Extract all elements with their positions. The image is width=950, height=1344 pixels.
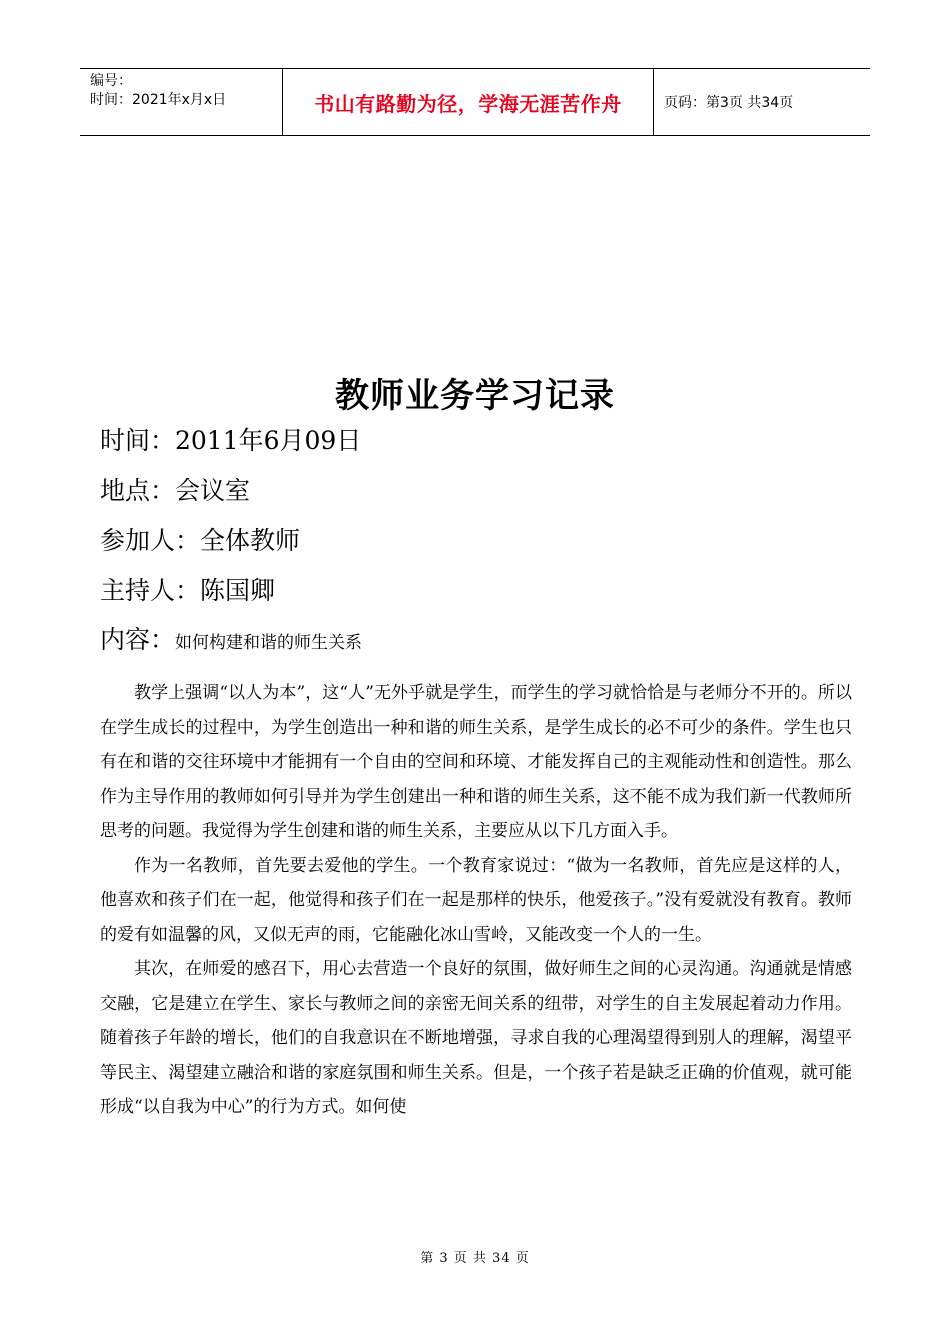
meeting-participants: 参加人：全体教师 [100, 526, 301, 555]
body-paragraph: 作为一名教师，首先要去爱他的学生。一个教育家说过：“做为一名教师，首先应是这样的人，他喜欢和孩子们在一起，他觉得和孩子们在一起是那样的快乐，他爱孩子。”没有爱就没有教育。教师的爱有如温馨的风，又似无声的雨，它能融化冰山雪岭，又能改变一个人的一生。 [100, 855, 852, 945]
meeting-content [100, 625, 362, 658]
header-table [80, 68, 870, 136]
header-number: 编号： [90, 73, 132, 89]
header-info-cell [80, 69, 282, 135]
body-paragraph: 教学上强调“以人为本”，这“人”无外乎就是学生，而学生的学习就恰恰是与老师分不开的。所以在学生成长的过程中，为学生创造出一种和谐的师生关系，是学生成长的必不可少的条件。学生也只有在和谐的交往环境中才能拥有一个自由的空间和环境、才能发挥自己的主观能动性和创造性。那么作为主导作用的教师如何引导并为学生创建出一种和谐的师生关系，这不能不成为我们新一代教师所思考的问题。我觉得为学生创建和谐的师生关系，主要应从以下几方面入手。 [100, 683, 852, 841]
page-footer: 第 3 页 共 34 页 [420, 1251, 530, 1266]
content-topic: 如何构建和谐的师生关系 [175, 633, 363, 653]
header-motto: 书山有路勤为径，学海无涯苦作舟 [282, 69, 654, 135]
document-title: 教师业务学习记录 [335, 376, 615, 416]
header-page-number: 页码：第3页 共34页 [664, 95, 794, 111]
meeting-host: 主持人：陈国卿 [100, 576, 276, 605]
header-date: 时间：2021年x月x日 [90, 92, 227, 108]
meeting-time: 时间：2011年6月09日 [100, 426, 362, 455]
body-paragraph: 其次，在师爱的感召下，用心去营造一个良好的氛围，做好师生之间的心灵沟通。沟通就是情感交融，它是建立在学生、家长与教师之间的亲密无间关系的纽带，对学生的自主发展起着动力作用。随着孩子年龄的增长，他们的自我意识在不断地增强，寻求自我的心理渴望得到别人的理解，渴望平等民主、渴望建立融洽和谐的家庭氛围和师生关系。但是，一个孩子若是缺乏正确的价值观，就可能形成“以自我为中心”的行为方式。如何使 [100, 959, 852, 1117]
document-body [100, 676, 852, 1125]
content-label: 内容： [100, 625, 176, 654]
meeting-place: 地点：会议室 [100, 476, 251, 505]
